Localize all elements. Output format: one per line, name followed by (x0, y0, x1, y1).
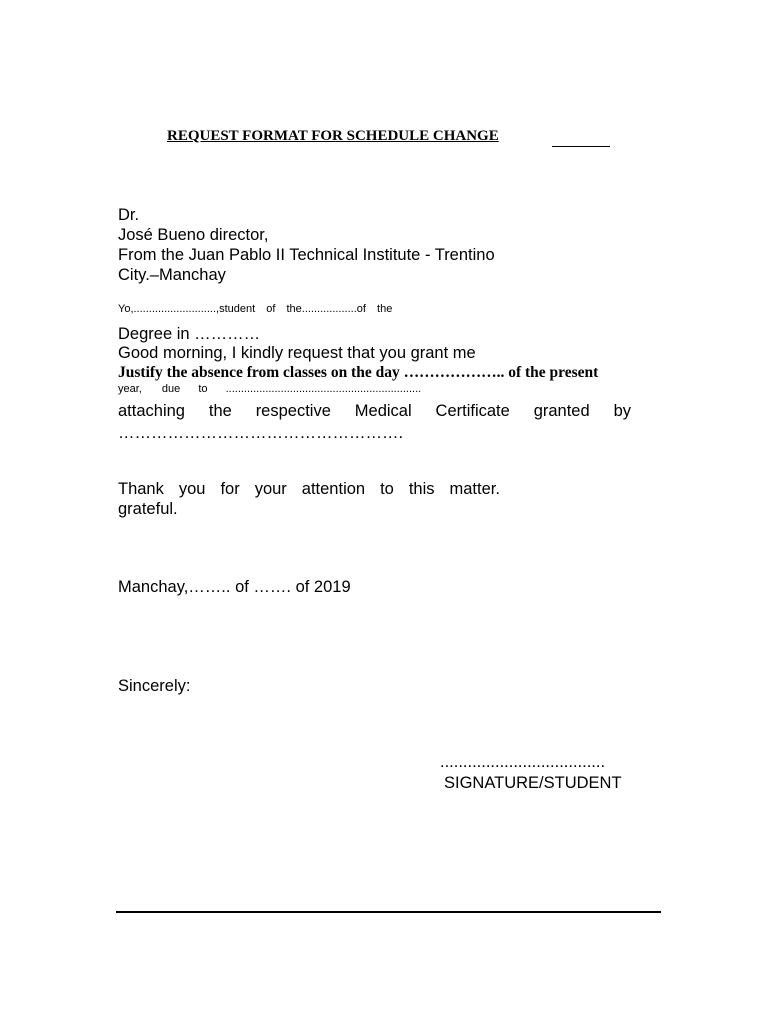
date-line: Manchay,…….. of ……. of 2019 (118, 578, 351, 596)
thanks-word: to (380, 480, 394, 498)
attach-word: granted (533, 402, 590, 420)
justify-line: Justify the absence from classes on the day ……………….. of the present (118, 364, 599, 381)
thanks-word: you (178, 480, 206, 498)
thanks-word: for (220, 480, 240, 498)
thanks-word: this (408, 480, 435, 498)
attach-word: the (208, 402, 232, 420)
thanks-word: your (254, 480, 287, 498)
signature-label: SIGNATURE/STUDENT (444, 774, 622, 792)
year-reason-part: year, (118, 383, 142, 395)
student-info-part: the..................of (286, 303, 366, 315)
student-info-part: of (266, 303, 276, 315)
closing-line: Sincerely: (118, 677, 191, 695)
thanks-word: attention (301, 480, 366, 498)
degree-line: Degree in ………… (118, 325, 261, 343)
document-title: REQUEST FORMAT FOR SCHEDULE CHANGE (167, 128, 499, 144)
footer-rule (116, 911, 661, 913)
title-underline-extension (552, 146, 610, 147)
greeting-line: Good morning, I kindly request that you grant me (118, 344, 476, 362)
year-reason-part: ................................................................ (225, 383, 422, 395)
thanks-word: Thank (118, 480, 164, 498)
attach-word: by (613, 402, 631, 420)
addressee-name: José Bueno director, (118, 226, 269, 244)
attach-word: Medical (354, 402, 412, 420)
grateful-line: grateful. (118, 500, 178, 518)
attach-word: Certificate (435, 402, 510, 420)
signature-dots: .................................... (440, 753, 606, 771)
addressee-institution: From the Juan Pablo II Technical Institute - Trentino (118, 246, 495, 264)
student-info-part: the (377, 303, 393, 315)
addressee-title: Dr. (118, 206, 140, 224)
attach-word: attaching (118, 402, 185, 420)
thanks-line (118, 480, 500, 499)
year-reason-line (118, 383, 421, 395)
addressee-city: City.–Manchay (118, 266, 226, 284)
student-info-part: Yo,...........................,student (118, 303, 256, 315)
attach-line (118, 402, 631, 421)
year-reason-part: to (198, 383, 208, 395)
student-info-line (118, 303, 392, 315)
year-reason-part: due (161, 383, 181, 395)
thanks-word: matter. (449, 480, 500, 498)
attach-word: respective (255, 402, 331, 420)
attach-dots: ……………………………………………. (118, 424, 404, 442)
